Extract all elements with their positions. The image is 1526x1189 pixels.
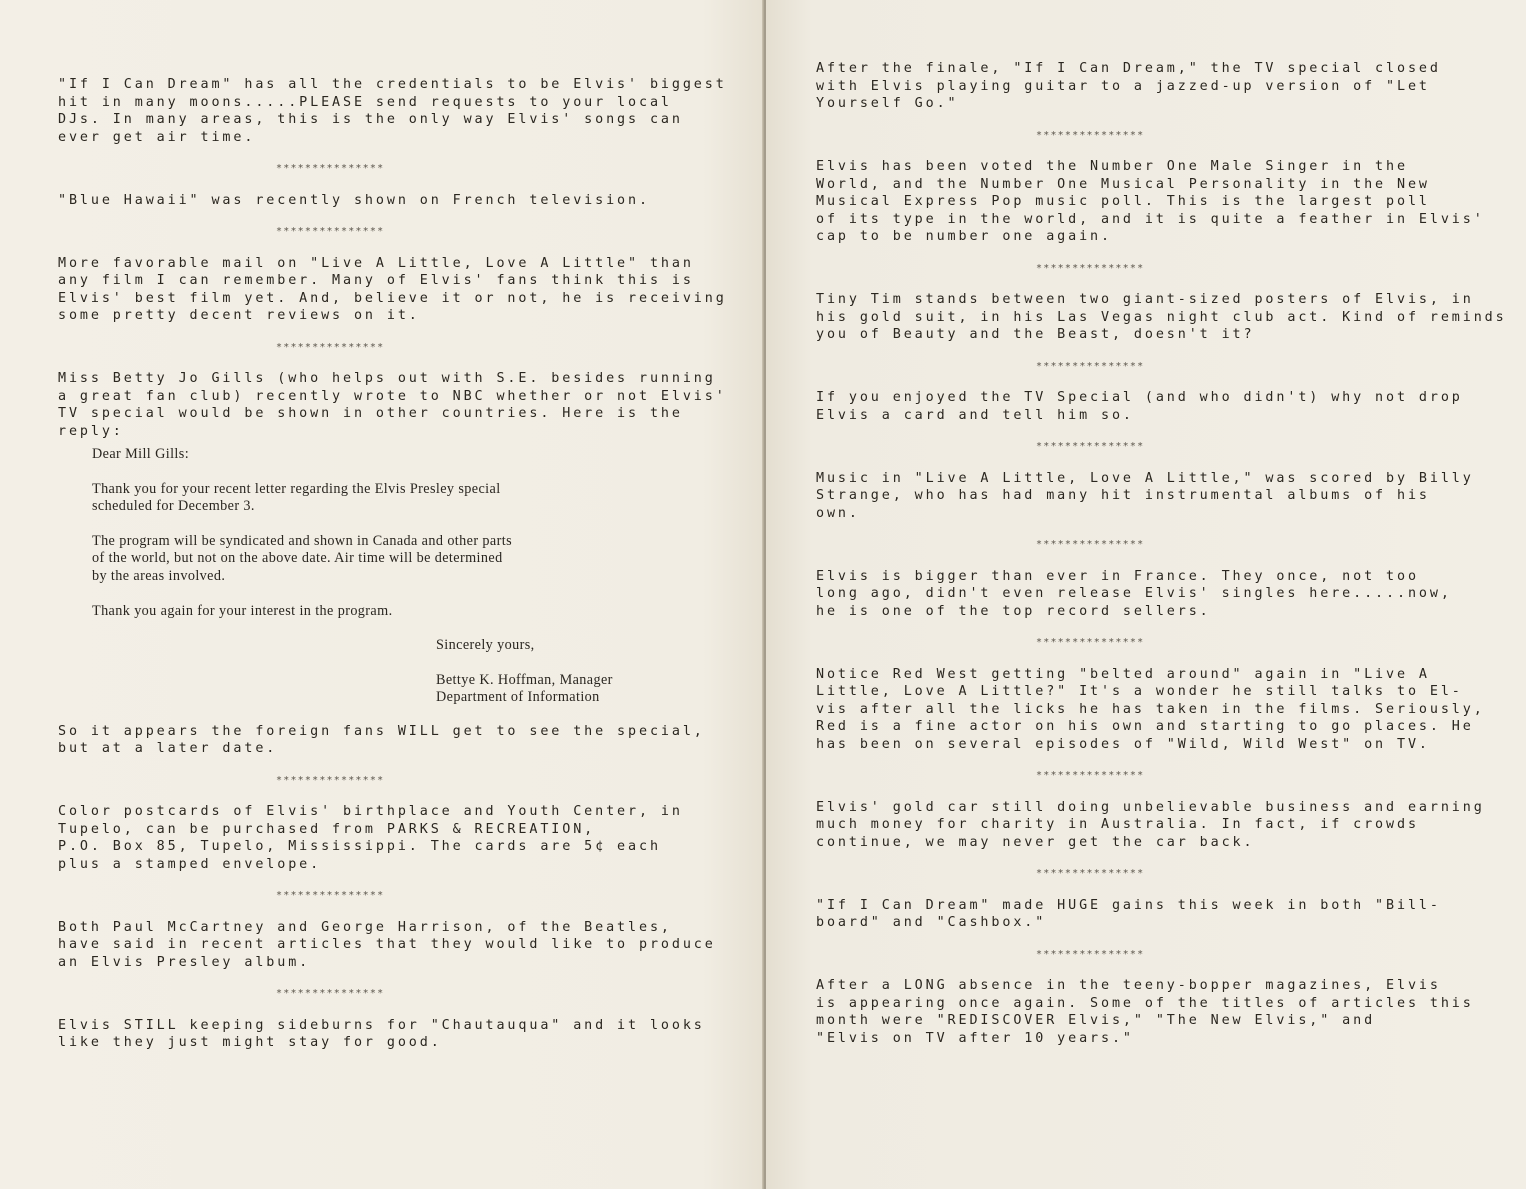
news-item: Miss Betty Jo Gills (who helps out with S.E. besides running a great fan club) recently wrote to NBC whether or not Elvis' TV special would be shown in other countries. Here is the reply: bbox=[58, 371, 727, 439]
news-item: More favorable mail on "Live A Little, Love A Little" than any film I can remember. Many of Elvis' fans think this is Elvis' best film yet. And, believe it or not, he is receiving some pretty decent reviews on it. bbox=[58, 255, 727, 323]
news-item: Both Paul McCartney and George Harrison, of the Beatles, have said in recent articles that they would like to produce an Elvis Presley album. bbox=[58, 919, 716, 970]
separator: *************** bbox=[1036, 441, 1145, 452]
separator: *************** bbox=[1036, 262, 1145, 274]
separator: *************** bbox=[276, 890, 385, 902]
separator: *************** bbox=[1036, 360, 1145, 372]
letter-paragraph: Thank you for your recent letter regarding the Elvis Presley special scheduled for December 3. bbox=[92, 480, 501, 515]
right-column bbox=[816, 60, 1526, 1047]
news-item: Elvis has been voted the Number One Male Singer in the World, and the Number One Musical Personality in the New Musical Express Pop music poll. This is the largest poll of its type in the world, and it is quite a feather in Elvis' cap to be number one again. bbox=[816, 159, 1485, 244]
separator: *************** bbox=[1036, 770, 1145, 781]
separator: *************** bbox=[276, 341, 385, 353]
separator: *************** bbox=[276, 774, 385, 786]
separator: *************** bbox=[1036, 948, 1145, 960]
news-item: Music in "Live A Little, Love A Little," was scored by Billy Strange, who has had many hit instrumental albums of his own. bbox=[816, 470, 1474, 521]
news-item: "If I Can Dream" made HUGE gains this week in both "Bill- board" and "Cashbox." bbox=[816, 897, 1441, 930]
separator: *************** bbox=[276, 988, 385, 1000]
letter-closing: Sincerely yours, bbox=[436, 637, 535, 654]
news-item: Color postcards of Elvis' birthplace and Youth Center, in Tupelo, can be purchased from PARKS & RECREATION, P.O. Box 85, Tupelo, Mississippi. The cards are 5¢ each plus a stamped envelope. bbox=[58, 804, 683, 872]
letter-paragraph: The program will be syndicated and shown in Canada and other parts of the world, but not on the above date. Air time will be determined by the areas involved. bbox=[92, 532, 512, 584]
news-item: "Blue Hawaii" was recently shown on French television. bbox=[58, 192, 650, 208]
news-item: Tiny Tim stands between two giant-sized posters of Elvis, in his gold suit, in his Las Vegas night club act. Kind of reminds you of Beauty and the Beast, doesn't it? bbox=[816, 292, 1507, 342]
news-item: Elvis' gold car still doing unbelievable business and earning much money for charity in Australia. In fact, if crowds continue, we may never get the car back. bbox=[816, 799, 1485, 850]
separator: *************** bbox=[1036, 539, 1145, 550]
right-page bbox=[766, 0, 1526, 1189]
separator: *************** bbox=[276, 226, 385, 237]
news-item: So it appears the foreign fans WILL get to see the special, but at a later date. bbox=[58, 723, 705, 757]
news-item: After a LONG absence in the teeny-bopper magazines, Elvis is appearing once again. Some of the titles of articles this month were "REDISCOVER Elvis," "The New Elvis," and "Elvis on TV after 10 years." bbox=[816, 978, 1474, 1046]
news-item: "If I Can Dream" has all the credentials to be Elvis' biggest hit in many moons.....PLEASE send requests to your local DJs. In many areas, this is the only way Elvis' songs can ever get air time. bbox=[58, 77, 727, 145]
left-column bbox=[58, 76, 764, 1052]
news-item: Elvis STILL keeping sideburns for "Chautauqua" and it looks like they just might stay for good. bbox=[58, 1017, 705, 1051]
letter-salutation: Dear Mill Gills: bbox=[92, 446, 190, 462]
separator: *************** bbox=[1036, 637, 1145, 648]
news-item: Elvis is bigger than ever in France. They once, not too long ago, didn't even release Elvis' singles here.....now, he is one of the top record sellers. bbox=[816, 568, 1452, 619]
news-item: After the finale, "If I Can Dream," the TV special closed with Elvis playing guitar to a jazzed-up version of "Let Yourself Go." bbox=[816, 61, 1441, 111]
separator: *************** bbox=[276, 163, 385, 174]
nbc-letter bbox=[92, 446, 764, 707]
news-item: Notice Red West getting "belted around" again in "Live A Little, Love A Little?" It's a wonder he still talks to El- vis after all the licks he has taken in the films. Seriously, Red is a fine actor on his own and starting to go places. He has been on several episodes of "Wild, Wild West" on TV. bbox=[816, 666, 1485, 752]
news-item: If you enjoyed the TV Special (and who didn't) why not drop Elvis a card and tell him so. bbox=[816, 390, 1463, 423]
separator: *************** bbox=[1036, 129, 1145, 141]
separator: *************** bbox=[1036, 868, 1145, 879]
letter-signer: Bettye K. Hoffman, Manager Department of Information bbox=[436, 671, 613, 706]
letter-paragraph: Thank you again for your interest in the program. bbox=[92, 602, 393, 619]
